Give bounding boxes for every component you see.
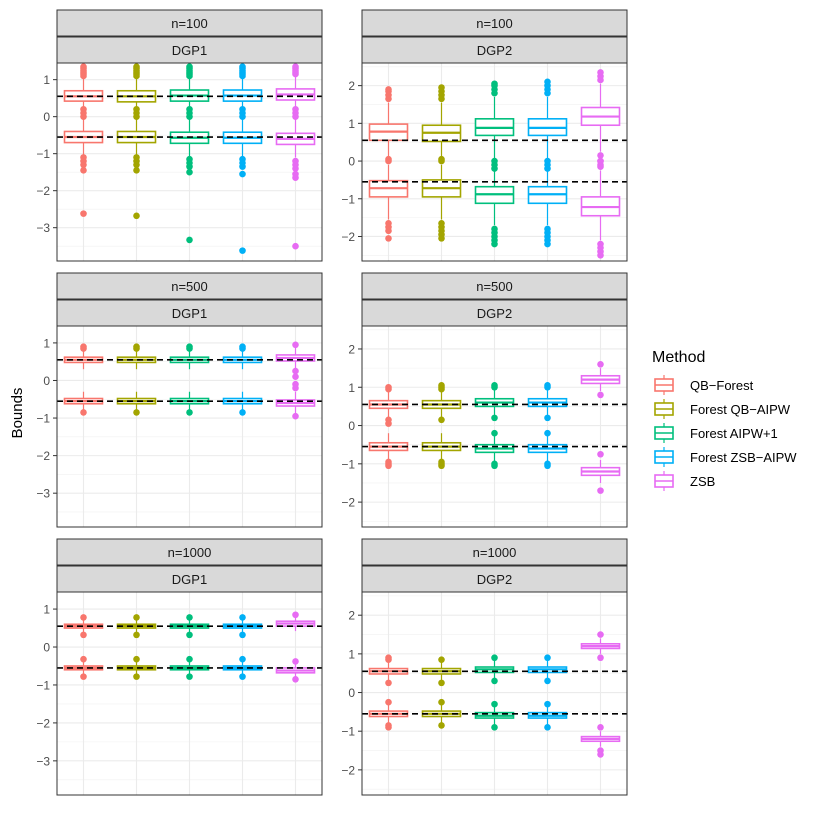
outlier-point bbox=[491, 462, 498, 469]
y-tick-label: 0 bbox=[348, 154, 355, 169]
outlier-point bbox=[385, 86, 392, 93]
outlier-point bbox=[385, 699, 392, 706]
outlier-point bbox=[239, 106, 246, 113]
y-tick-label: 0 bbox=[348, 419, 355, 434]
y-tick-label: −1 bbox=[341, 192, 355, 207]
outlier-point bbox=[239, 673, 246, 680]
legend-title: Method bbox=[652, 349, 706, 366]
outlier-point bbox=[385, 384, 392, 391]
outlier-point bbox=[292, 373, 299, 380]
panel-1 bbox=[36, 10, 322, 261]
y-tick-label: 2 bbox=[348, 608, 355, 623]
outlier-point bbox=[292, 71, 299, 78]
outlier-point bbox=[544, 654, 551, 661]
y-tick-label: −2 bbox=[341, 495, 355, 510]
y-tick-label: 1 bbox=[43, 73, 50, 88]
y-tick-label: −3 bbox=[36, 221, 50, 236]
outlier-point bbox=[491, 678, 498, 685]
outlier-point bbox=[491, 724, 498, 731]
outlier-point bbox=[80, 614, 87, 621]
y-tick-label: 0 bbox=[348, 686, 355, 701]
outlier-point bbox=[133, 213, 140, 220]
outlier-point bbox=[186, 169, 193, 176]
legend-item-4 bbox=[652, 446, 797, 468]
outlier-point bbox=[133, 656, 140, 663]
outlier-point bbox=[544, 678, 551, 685]
legend-label: QB−Forest bbox=[690, 378, 754, 393]
outlier-point bbox=[438, 722, 445, 729]
outlier-point bbox=[292, 174, 299, 181]
facet-label-n: n=500 bbox=[171, 279, 208, 294]
outlier-point bbox=[186, 73, 193, 80]
outlier-point bbox=[80, 106, 87, 113]
outlier-point bbox=[438, 158, 445, 165]
outlier-point bbox=[292, 106, 299, 113]
outlier-point bbox=[597, 654, 604, 661]
outlier-point bbox=[133, 343, 140, 350]
outlier-point bbox=[80, 210, 87, 217]
outlier-point bbox=[186, 614, 193, 621]
outlier-point bbox=[292, 658, 299, 665]
outlier-point bbox=[597, 158, 604, 165]
outlier-point bbox=[385, 462, 392, 469]
outlier-point bbox=[597, 392, 604, 399]
outlier-point bbox=[239, 163, 246, 170]
outlier-point bbox=[385, 235, 392, 242]
outlier-point bbox=[385, 158, 392, 165]
outlier-point bbox=[133, 106, 140, 113]
outlier-point bbox=[544, 415, 551, 422]
outlier-point bbox=[186, 632, 193, 639]
y-tick-label: 1 bbox=[348, 380, 355, 395]
outlier-point bbox=[438, 462, 445, 469]
outlier-point bbox=[186, 343, 193, 350]
y-tick-label: 0 bbox=[43, 640, 50, 655]
outlier-point bbox=[292, 341, 299, 348]
outlier-point bbox=[438, 680, 445, 687]
facet-label-dgp: DGP1 bbox=[171, 572, 208, 587]
legend-item-1 bbox=[652, 374, 754, 396]
outlier-point bbox=[385, 420, 392, 427]
outlier-point bbox=[544, 241, 551, 248]
y-tick-label: −1 bbox=[341, 724, 355, 739]
outlier-point bbox=[133, 73, 140, 80]
outlier-point bbox=[385, 724, 392, 731]
outlier-point bbox=[438, 417, 445, 424]
outlier-point bbox=[438, 382, 445, 389]
panel-4 bbox=[341, 273, 627, 527]
y-axis-title: Bounds bbox=[9, 387, 26, 439]
outlier-point bbox=[292, 676, 299, 683]
facet-label-dgp: DGP1 bbox=[171, 306, 208, 321]
outlier-point bbox=[133, 614, 140, 621]
y-tick-label: −1 bbox=[341, 457, 355, 472]
outlier-point bbox=[80, 343, 87, 350]
outlier-point bbox=[80, 632, 87, 639]
facet-label-n: n=100 bbox=[171, 16, 208, 31]
y-tick-label: −3 bbox=[36, 754, 50, 769]
outlier-point bbox=[80, 656, 87, 663]
outlier-point bbox=[80, 73, 87, 80]
legend-label: Forest ZSB−AIPW bbox=[690, 450, 797, 465]
facet-label-dgp: DGP2 bbox=[476, 306, 513, 321]
outlier-point bbox=[597, 361, 604, 368]
outlier-point bbox=[597, 724, 604, 731]
outlier-point bbox=[491, 701, 498, 708]
outlier-point bbox=[597, 252, 604, 259]
legend-item-2 bbox=[652, 398, 791, 420]
outlier-point bbox=[597, 163, 604, 170]
y-tick-label: −2 bbox=[36, 449, 50, 464]
facet-label-dgp: DGP1 bbox=[171, 43, 208, 58]
y-tick-label: −2 bbox=[341, 763, 355, 778]
outlier-point bbox=[239, 632, 246, 639]
legend-item-3 bbox=[652, 422, 778, 444]
outlier-point bbox=[385, 654, 392, 661]
outlier-point bbox=[239, 656, 246, 663]
outlier-point bbox=[491, 415, 498, 422]
legend-label: Forest QB−AIPW bbox=[690, 402, 791, 417]
facet-label-dgp: DGP2 bbox=[476, 43, 513, 58]
outlier-point bbox=[80, 409, 87, 416]
y-tick-label: −1 bbox=[36, 147, 50, 162]
outlier-point bbox=[133, 167, 140, 174]
outlier-point bbox=[80, 673, 87, 680]
outlier-point bbox=[544, 430, 551, 437]
outlier-point bbox=[292, 413, 299, 420]
outlier-point bbox=[597, 631, 604, 638]
facet-label-n: n=1000 bbox=[472, 545, 517, 560]
y-tick-label: −2 bbox=[36, 184, 50, 199]
panel-3 bbox=[36, 273, 322, 527]
y-tick-label: 1 bbox=[348, 647, 355, 662]
y-tick-label: 1 bbox=[43, 336, 50, 351]
outlier-point bbox=[292, 368, 299, 375]
outlier-point bbox=[544, 79, 551, 86]
outlier-point bbox=[597, 451, 604, 458]
outlier-point bbox=[544, 724, 551, 731]
outlier-point bbox=[133, 409, 140, 416]
outlier-point bbox=[491, 241, 498, 248]
outlier-point bbox=[239, 73, 246, 80]
panel-6 bbox=[341, 539, 627, 795]
outlier-point bbox=[438, 656, 445, 663]
y-tick-label: −3 bbox=[36, 486, 50, 501]
outlier-point bbox=[239, 247, 246, 254]
outlier-point bbox=[292, 385, 299, 392]
y-tick-label: 0 bbox=[43, 373, 50, 388]
outlier-point bbox=[186, 656, 193, 663]
outlier-point bbox=[544, 701, 551, 708]
outlier-point bbox=[491, 382, 498, 389]
y-tick-label: −2 bbox=[36, 716, 50, 731]
facet-label-n: n=100 bbox=[476, 16, 513, 31]
y-tick-label: 2 bbox=[348, 342, 355, 357]
outlier-point bbox=[544, 382, 551, 389]
y-tick-label: −1 bbox=[36, 678, 50, 693]
outlier-point bbox=[186, 673, 193, 680]
outlier-point bbox=[491, 80, 498, 87]
legend-label: ZSB bbox=[690, 474, 716, 489]
outlier-point bbox=[491, 430, 498, 437]
outlier-point bbox=[385, 228, 392, 235]
outlier-point bbox=[292, 243, 299, 250]
y-tick-label: 0 bbox=[43, 110, 50, 125]
facet-label-n: n=500 bbox=[476, 279, 513, 294]
facet-label-dgp: DGP2 bbox=[476, 572, 513, 587]
facet-label-n: n=1000 bbox=[167, 545, 212, 560]
outlier-point bbox=[80, 167, 87, 174]
legend-label: Forest AIPW+1 bbox=[690, 426, 778, 441]
outlier-point bbox=[597, 69, 604, 76]
outlier-point bbox=[597, 751, 604, 758]
outlier-point bbox=[186, 106, 193, 113]
outlier-point bbox=[491, 654, 498, 661]
y-tick-label: 1 bbox=[43, 602, 50, 617]
panel-5 bbox=[36, 539, 322, 795]
outlier-point bbox=[239, 171, 246, 178]
outlier-point bbox=[385, 680, 392, 687]
y-tick-label: 2 bbox=[348, 79, 355, 94]
outlier-point bbox=[133, 673, 140, 680]
outlier-point bbox=[597, 152, 604, 159]
outlier-point bbox=[133, 632, 140, 639]
outlier-point bbox=[438, 84, 445, 91]
outlier-point bbox=[438, 699, 445, 706]
y-tick-label: −1 bbox=[36, 411, 50, 426]
y-tick-label: −2 bbox=[341, 229, 355, 244]
outlier-point bbox=[544, 462, 551, 469]
outlier-point bbox=[292, 611, 299, 618]
outlier-point bbox=[239, 409, 246, 416]
outlier-point bbox=[186, 237, 193, 244]
y-tick-label: 1 bbox=[348, 116, 355, 131]
outlier-point bbox=[186, 409, 193, 416]
outlier-point bbox=[239, 614, 246, 621]
outlier-point bbox=[239, 343, 246, 350]
panel-2 bbox=[341, 10, 627, 261]
outlier-point bbox=[597, 487, 604, 494]
outlier-point bbox=[438, 235, 445, 242]
